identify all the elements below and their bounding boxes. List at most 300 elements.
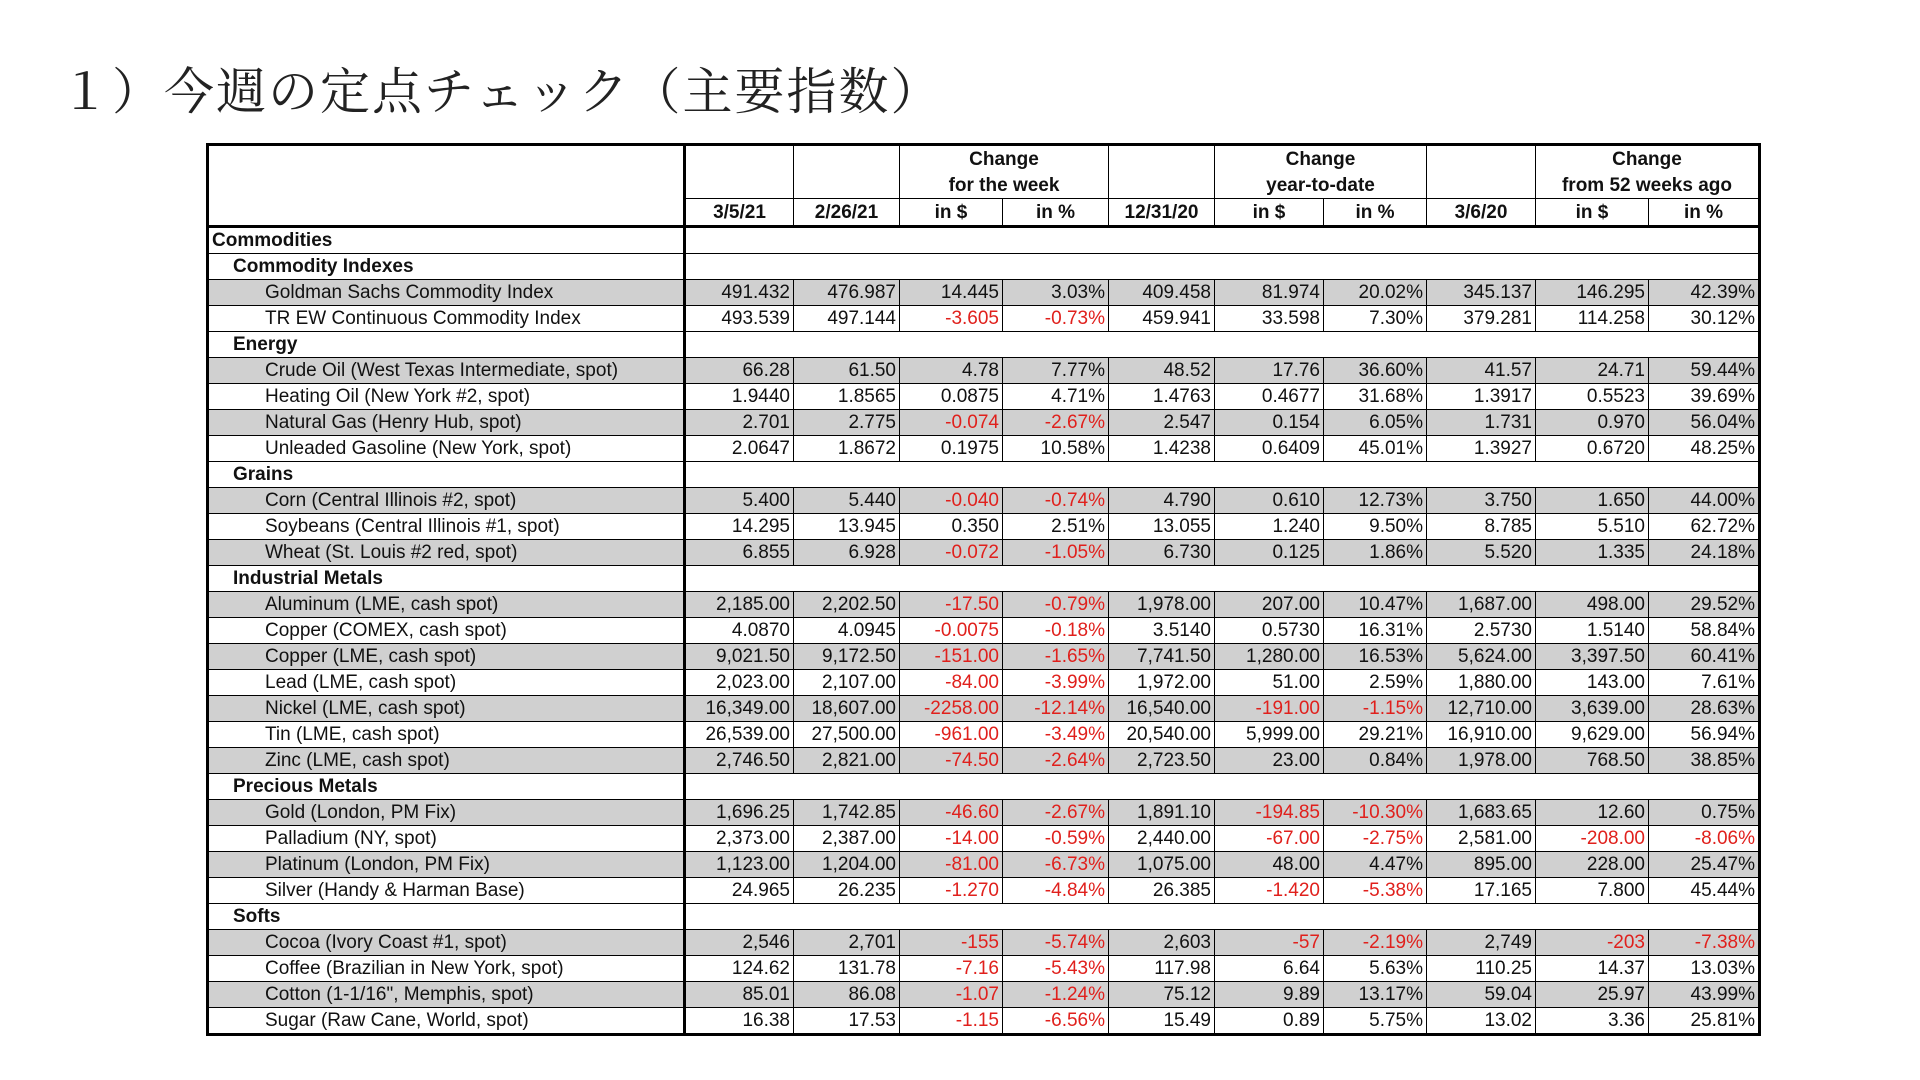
table-cell: 31.68% [1324, 384, 1427, 410]
table-cell: 5.520 [1427, 540, 1536, 566]
col-header: in $ [1215, 199, 1324, 227]
table-cell: -2.19% [1324, 930, 1427, 956]
table-cell: 2.701 [685, 410, 794, 436]
table-cell: 117.98 [1109, 956, 1215, 982]
table-cell: 0.5523 [1536, 384, 1649, 410]
table-cell: 26,539.00 [685, 722, 794, 748]
row-label: Copper (LME, cash spot) [208, 644, 685, 670]
col-header: in % [1324, 199, 1427, 227]
category-spacer [685, 462, 1760, 488]
table-cell: 0.6409 [1215, 436, 1324, 462]
table-cell: 5.400 [685, 488, 794, 514]
table-cell: -0.73% [1003, 306, 1109, 332]
table-cell: 1.731 [1427, 410, 1536, 436]
table-cell: 1.9440 [685, 384, 794, 410]
col-header: 3/6/20 [1427, 199, 1536, 227]
table-cell: 459.941 [1109, 306, 1215, 332]
table-cell: 17.165 [1427, 878, 1536, 904]
table-cell: 48.25% [1649, 436, 1760, 462]
header-blank [208, 145, 685, 227]
table-cell: 7,741.50 [1109, 644, 1215, 670]
header-week-line2: for the week [900, 172, 1109, 199]
table-cell: -2.64% [1003, 748, 1109, 774]
table-cell: -1.65% [1003, 644, 1109, 670]
row-label: Crude Oil (West Texas Intermediate, spot) [208, 358, 685, 384]
table-cell: 59.04 [1427, 982, 1536, 1008]
table-cell: 24.965 [685, 878, 794, 904]
table-cell: 409.458 [1109, 280, 1215, 306]
row-label: Goldman Sachs Commodity Index [208, 280, 685, 306]
table-cell: 2.51% [1003, 514, 1109, 540]
category-row [208, 332, 1760, 358]
table-cell: 0.970 [1536, 410, 1649, 436]
table-cell: 7.77% [1003, 358, 1109, 384]
table-cell: 18,607.00 [794, 696, 900, 722]
header-spacer [1427, 172, 1536, 199]
header-spacer [1109, 172, 1215, 199]
table-cell: -74.50 [900, 748, 1003, 774]
table-cell: 6.05% [1324, 410, 1427, 436]
col-header: 3/5/21 [685, 199, 794, 227]
table-cell: -1.270 [900, 878, 1003, 904]
table-cell: 207.00 [1215, 592, 1324, 618]
table-cell: 2,546 [685, 930, 794, 956]
col-header: 12/31/20 [1109, 199, 1215, 227]
table-cell: 2,723.50 [1109, 748, 1215, 774]
header-spacer [1427, 145, 1536, 173]
category-row [208, 566, 1760, 592]
table-cell: 1.8565 [794, 384, 900, 410]
table-row [208, 436, 1760, 462]
category-spacer [685, 566, 1760, 592]
table-cell: 0.84% [1324, 748, 1427, 774]
category-label: Precious Metals [208, 774, 685, 800]
table-cell: 13.945 [794, 514, 900, 540]
table-cell: -194.85 [1215, 800, 1324, 826]
table-cell: -0.040 [900, 488, 1003, 514]
table-cell: 59.44% [1649, 358, 1760, 384]
table-cell: 25.81% [1649, 1008, 1760, 1035]
table-cell: -0.79% [1003, 592, 1109, 618]
table-cell: 48.52 [1109, 358, 1215, 384]
table-cell: 14.445 [900, 280, 1003, 306]
header-52w-line1: Change [1536, 145, 1760, 173]
row-label: TR EW Continuous Commodity Index [208, 306, 685, 332]
table-cell: 4.0870 [685, 618, 794, 644]
table-cell: 0.1975 [900, 436, 1003, 462]
table-cell: 1,204.00 [794, 852, 900, 878]
table-row [208, 930, 1760, 956]
table-cell: -1.05% [1003, 540, 1109, 566]
table-row [208, 748, 1760, 774]
table-cell: -8.06% [1649, 826, 1760, 852]
table-cell: -2.67% [1003, 410, 1109, 436]
table-cell: 38.85% [1649, 748, 1760, 774]
col-header: 2/26/21 [794, 199, 900, 227]
category-label: Industrial Metals [208, 566, 685, 592]
header-week-line1: Change [900, 145, 1109, 173]
row-label: Wheat (St. Louis #2 red, spot) [208, 540, 685, 566]
table-cell: -84.00 [900, 670, 1003, 696]
section-spacer [685, 227, 1760, 254]
table-cell: 28.63% [1649, 696, 1760, 722]
table-row [208, 488, 1760, 514]
table-cell: 0.6720 [1536, 436, 1649, 462]
table-cell: 476.987 [794, 280, 900, 306]
table-cell: 493.539 [685, 306, 794, 332]
table-cell: -3.605 [900, 306, 1003, 332]
table-cell: 81.974 [1215, 280, 1324, 306]
category-row [208, 254, 1760, 280]
table-cell: 5.63% [1324, 956, 1427, 982]
table-cell: -7.16 [900, 956, 1003, 982]
table-row [208, 956, 1760, 982]
table-cell: 895.00 [1427, 852, 1536, 878]
table-cell: 20.02% [1324, 280, 1427, 306]
table-cell: 2.59% [1324, 670, 1427, 696]
table-cell: 43.99% [1649, 982, 1760, 1008]
table-cell: 1,972.00 [1109, 670, 1215, 696]
table-row [208, 644, 1760, 670]
category-label: Grains [208, 462, 685, 488]
table-cell: 13.17% [1324, 982, 1427, 1008]
table-cell: 0.154 [1215, 410, 1324, 436]
table-cell: 114.258 [1536, 306, 1649, 332]
table-cell: -46.60 [900, 800, 1003, 826]
table-cell: -12.14% [1003, 696, 1109, 722]
table-cell: 4.790 [1109, 488, 1215, 514]
table-cell: 33.598 [1215, 306, 1324, 332]
category-row [208, 904, 1760, 930]
row-label: Copper (COMEX, cash spot) [208, 618, 685, 644]
table-cell: 1.86% [1324, 540, 1427, 566]
table-cell: 23.00 [1215, 748, 1324, 774]
table-cell: 1,280.00 [1215, 644, 1324, 670]
table-cell: 2,185.00 [685, 592, 794, 618]
section-label: Commodities [208, 227, 685, 254]
table-cell: 1.4763 [1109, 384, 1215, 410]
table-cell: 1,891.10 [1109, 800, 1215, 826]
table-cell: -0.074 [900, 410, 1003, 436]
table-cell: 124.62 [685, 956, 794, 982]
table-cell: 3.36 [1536, 1008, 1649, 1035]
table-cell: 56.94% [1649, 722, 1760, 748]
table-cell: 44.00% [1649, 488, 1760, 514]
row-label: Corn (Central Illinois #2, spot) [208, 488, 685, 514]
table-cell: -5.43% [1003, 956, 1109, 982]
table-cell: -961.00 [900, 722, 1003, 748]
table-cell: 9.50% [1324, 514, 1427, 540]
table-cell: 7.30% [1324, 306, 1427, 332]
table-cell: 1,880.00 [1427, 670, 1536, 696]
table-cell: -0.072 [900, 540, 1003, 566]
table-cell: 228.00 [1536, 852, 1649, 878]
table-row [208, 722, 1760, 748]
table-cell: -2258.00 [900, 696, 1003, 722]
table-cell: 2.0647 [685, 436, 794, 462]
table-cell: 26.235 [794, 878, 900, 904]
category-label: Commodity Indexes [208, 254, 685, 280]
row-label: Zinc (LME, cash spot) [208, 748, 685, 774]
table-cell: 2,387.00 [794, 826, 900, 852]
table-cell: 768.50 [1536, 748, 1649, 774]
table-cell: -6.73% [1003, 852, 1109, 878]
table-cell: 7.800 [1536, 878, 1649, 904]
table-cell: 1.8672 [794, 436, 900, 462]
table-cell: 1.5140 [1536, 618, 1649, 644]
table-row [208, 982, 1760, 1008]
table-row [208, 306, 1760, 332]
table-cell: 3.03% [1003, 280, 1109, 306]
table-cell: 12.73% [1324, 488, 1427, 514]
table-cell: 10.58% [1003, 436, 1109, 462]
table-cell: 48.00 [1215, 852, 1324, 878]
header-spacer [685, 145, 794, 173]
category-row [208, 462, 1760, 488]
table-cell: 9.89 [1215, 982, 1324, 1008]
table-cell: 1,687.00 [1427, 592, 1536, 618]
table-cell: -14.00 [900, 826, 1003, 852]
header-spacer [794, 145, 900, 173]
table-cell: 4.71% [1003, 384, 1109, 410]
table-cell: 1.650 [1536, 488, 1649, 514]
table-cell: 2,202.50 [794, 592, 900, 618]
table-cell: 0.75% [1649, 800, 1760, 826]
row-label: Gold (London, PM Fix) [208, 800, 685, 826]
table-cell: 56.04% [1649, 410, 1760, 436]
col-header: in $ [900, 199, 1003, 227]
table-cell: 2,603 [1109, 930, 1215, 956]
table-cell: -2.67% [1003, 800, 1109, 826]
row-label: Nickel (LME, cash spot) [208, 696, 685, 722]
table-cell: 16,910.00 [1427, 722, 1536, 748]
table-cell: 2.547 [1109, 410, 1215, 436]
table-cell: 5.440 [794, 488, 900, 514]
table-cell: -4.84% [1003, 878, 1109, 904]
table-cell: -6.56% [1003, 1008, 1109, 1035]
category-label: Softs [208, 904, 685, 930]
row-label: Tin (LME, cash spot) [208, 722, 685, 748]
table-cell: 3,397.50 [1536, 644, 1649, 670]
table-row [208, 358, 1760, 384]
commodities-table [206, 143, 1761, 1036]
table-row [208, 592, 1760, 618]
table-cell: 0.0875 [900, 384, 1003, 410]
table-cell: -3.49% [1003, 722, 1109, 748]
col-header: in % [1649, 199, 1760, 227]
row-label: Silver (Handy & Harman Base) [208, 878, 685, 904]
table-cell: 2,107.00 [794, 670, 900, 696]
table-cell: -5.38% [1324, 878, 1427, 904]
table-cell: 14.295 [685, 514, 794, 540]
table-cell: 2,373.00 [685, 826, 794, 852]
table-cell: 2,023.00 [685, 670, 794, 696]
table-cell: 1,123.00 [685, 852, 794, 878]
table-cell: 85.01 [685, 982, 794, 1008]
table-cell: 345.137 [1427, 280, 1536, 306]
table-cell: 45.01% [1324, 436, 1427, 462]
table-cell: 1.335 [1536, 540, 1649, 566]
table-cell: 25.97 [1536, 982, 1649, 1008]
table-cell: -1.15 [900, 1008, 1003, 1035]
table-cell: 3.5140 [1109, 618, 1215, 644]
table-cell: 379.281 [1427, 306, 1536, 332]
table-cell: 6.730 [1109, 540, 1215, 566]
page-title: １）今週の定点チェック（主要指数） [60, 63, 943, 121]
header-ytd-line2: year-to-date [1215, 172, 1427, 199]
table-cell: -1.420 [1215, 878, 1324, 904]
table-cell: 60.41% [1649, 644, 1760, 670]
table-row [208, 826, 1760, 852]
row-label: Lead (LME, cash spot) [208, 670, 685, 696]
table-cell: 2,746.50 [685, 748, 794, 774]
table-cell: -81.00 [900, 852, 1003, 878]
header-spacer [794, 172, 900, 199]
table-cell: 498.00 [1536, 592, 1649, 618]
category-label: Energy [208, 332, 685, 358]
table-cell: 1,978.00 [1427, 748, 1536, 774]
table-cell: 1,683.65 [1427, 800, 1536, 826]
table-cell: -10.30% [1324, 800, 1427, 826]
table-cell: 27,500.00 [794, 722, 900, 748]
table-cell: -208.00 [1536, 826, 1649, 852]
table-cell: 30.12% [1649, 306, 1760, 332]
row-label: Platinum (London, PM Fix) [208, 852, 685, 878]
section-row [208, 227, 1760, 254]
category-spacer [685, 332, 1760, 358]
category-spacer [685, 904, 1760, 930]
table-cell: 6.64 [1215, 956, 1324, 982]
commodities-table-container [206, 143, 1761, 1036]
table-cell: 16.53% [1324, 644, 1427, 670]
table-cell: 51.00 [1215, 670, 1324, 696]
table-body [208, 227, 1760, 1035]
table-cell: -67.00 [1215, 826, 1324, 852]
table-cell: 86.08 [794, 982, 900, 1008]
row-label: Heating Oil (New York #2, spot) [208, 384, 685, 410]
table-cell: -203 [1536, 930, 1649, 956]
table-cell: 0.350 [900, 514, 1003, 540]
table-cell: 1.240 [1215, 514, 1324, 540]
table-cell: 3,639.00 [1536, 696, 1649, 722]
table-cell: 12.60 [1536, 800, 1649, 826]
table-cell: 1,696.25 [685, 800, 794, 826]
table-cell: -2.75% [1324, 826, 1427, 852]
table-cell: 29.21% [1324, 722, 1427, 748]
table-cell: 39.69% [1649, 384, 1760, 410]
table-row [208, 878, 1760, 904]
table-cell: 45.44% [1649, 878, 1760, 904]
table-cell: 16,349.00 [685, 696, 794, 722]
table-cell: 0.5730 [1215, 618, 1324, 644]
table-cell: -155 [900, 930, 1003, 956]
table-cell: 6.855 [685, 540, 794, 566]
table-cell: 26.385 [1109, 878, 1215, 904]
table-cell: 9,021.50 [685, 644, 794, 670]
table-cell: 3.750 [1427, 488, 1536, 514]
row-label: Coffee (Brazilian in New York, spot) [208, 956, 685, 982]
table-cell: 2,749 [1427, 930, 1536, 956]
table-cell: 25.47% [1649, 852, 1760, 878]
table-row [208, 410, 1760, 436]
table-cell: 5.75% [1324, 1008, 1427, 1035]
table-cell: 24.18% [1649, 540, 1760, 566]
table-cell: 2,821.00 [794, 748, 900, 774]
table-cell: -191.00 [1215, 696, 1324, 722]
table-cell: -17.50 [900, 592, 1003, 618]
table-cell: 4.78 [900, 358, 1003, 384]
table-cell: 20,540.00 [1109, 722, 1215, 748]
table-cell: 497.144 [794, 306, 900, 332]
table-cell: 16.38 [685, 1008, 794, 1035]
row-label: Unleaded Gasoline (New York, spot) [208, 436, 685, 462]
table-cell: 14.37 [1536, 956, 1649, 982]
table-cell: 36.60% [1324, 358, 1427, 384]
category-spacer [685, 774, 1760, 800]
table-cell: 75.12 [1109, 982, 1215, 1008]
table-cell: -0.74% [1003, 488, 1109, 514]
table-cell: 29.52% [1649, 592, 1760, 618]
table-cell: 2,440.00 [1109, 826, 1215, 852]
row-label: Palladium (NY, spot) [208, 826, 685, 852]
table-row [208, 852, 1760, 878]
table-cell: 13.02 [1427, 1008, 1536, 1035]
table-cell: 5,624.00 [1427, 644, 1536, 670]
table-cell: 4.47% [1324, 852, 1427, 878]
table-cell: 1.3927 [1427, 436, 1536, 462]
table-cell: 7.61% [1649, 670, 1760, 696]
table-cell: -57 [1215, 930, 1324, 956]
table-cell: 6.928 [794, 540, 900, 566]
table-cell: 146.295 [1536, 280, 1649, 306]
table-cell: 0.4677 [1215, 384, 1324, 410]
table-cell: 0.610 [1215, 488, 1324, 514]
table-cell: 8.785 [1427, 514, 1536, 540]
table-row [208, 800, 1760, 826]
table-cell: -0.0075 [900, 618, 1003, 644]
table-cell: 17.53 [794, 1008, 900, 1035]
table-cell: 2,701 [794, 930, 900, 956]
header-ytd-line1: Change [1215, 145, 1427, 173]
table-row [208, 1008, 1760, 1035]
table-row [208, 696, 1760, 722]
table-cell: 16,540.00 [1109, 696, 1215, 722]
table-cell: 10.47% [1324, 592, 1427, 618]
table-cell: 16.31% [1324, 618, 1427, 644]
table-cell: 9,629.00 [1536, 722, 1649, 748]
table-cell: 1,978.00 [1109, 592, 1215, 618]
table-cell: 2,581.00 [1427, 826, 1536, 852]
table-cell: 143.00 [1536, 670, 1649, 696]
table-row [208, 618, 1760, 644]
table-cell: 0.89 [1215, 1008, 1324, 1035]
table-row [208, 540, 1760, 566]
table-cell: 41.57 [1427, 358, 1536, 384]
table-cell: 2.5730 [1427, 618, 1536, 644]
table-cell: 5.510 [1536, 514, 1649, 540]
col-header: in $ [1536, 199, 1649, 227]
table-cell: 12,710.00 [1427, 696, 1536, 722]
table-cell: 1,075.00 [1109, 852, 1215, 878]
row-label: Aluminum (LME, cash spot) [208, 592, 685, 618]
row-label: Soybeans (Central Illinois #1, spot) [208, 514, 685, 540]
row-label: Cotton (1-1/16", Memphis, spot) [208, 982, 685, 1008]
header-52w-line2: from 52 weeks ago [1536, 172, 1760, 199]
table-cell: 1.3917 [1427, 384, 1536, 410]
table-cell: 15.49 [1109, 1008, 1215, 1035]
table-cell: -1.07 [900, 982, 1003, 1008]
table-cell: 1.4238 [1109, 436, 1215, 462]
